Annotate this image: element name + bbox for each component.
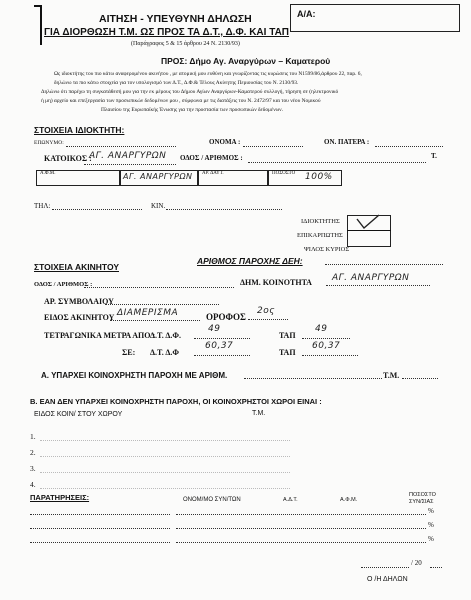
property-type-field	[110, 320, 200, 321]
co-owner-name-header: ΟΝΟΜ/ΜΟ ΣΥΝ/ΤΩΝ	[183, 497, 241, 503]
owner-type-label: ΙΔΙΟΚΤΗΤΗΣ	[301, 218, 340, 225]
shared-supply-field[interactable]	[244, 378, 382, 379]
community-field	[326, 285, 430, 286]
name-label: ΟΝΟΜΑ :	[209, 138, 241, 146]
community-value[interactable]: ΑΓ. ΑΝΑΡΓΥΡΩΝ	[332, 273, 410, 283]
phone-label: ΤΗΛ:	[34, 202, 51, 210]
mobile-label: ΚΙΝ.	[151, 202, 166, 210]
property-section-title: ΣΤΟΙΧΕΙΑ ΑΚΙΝΗΤΟΥ	[34, 262, 119, 272]
remarks-line-1[interactable]	[30, 514, 170, 515]
common-area-item-1: 1.	[30, 432, 36, 441]
to-tap-label: ΤΑΠ	[279, 348, 296, 357]
signer-label: Ο /Η ΔΗΛΩΝ	[367, 576, 408, 583]
floor-label: ΟΡΟΦΟΣ	[206, 312, 246, 322]
form-title: ΑΙΤΗΣΗ - ΥΠΕΥΘΥΝΗ ΔΗΛΩΣΗ	[99, 13, 252, 25]
intro-line-3: Δηλώνω ότι παρέχω τη συγκατάθεσή μου για την εκ μέρους του Δήμου Αγίων Αναργύρων-Καματερού συλλογή, τήρηση σε (ηλεκτρονικό	[41, 89, 339, 95]
percent-value: 100%	[305, 172, 333, 182]
co-owner-row-2-percent: %	[428, 521, 434, 529]
afm-label: Α.Φ.Μ.	[40, 171, 56, 176]
to-tap-value[interactable]: 60,37	[312, 341, 341, 351]
contract-field[interactable]	[105, 304, 219, 305]
remarks-line-2[interactable]	[30, 528, 170, 529]
floor-value[interactable]: 2ος	[257, 306, 276, 316]
bare-owner-label: ΨΙΛΟΣ ΚΥΡΙΟΣ	[304, 246, 350, 253]
property-street-field[interactable]	[84, 287, 234, 288]
supply-number-field[interactable]	[325, 264, 443, 265]
father-name-label: ΟΝ. ΠΑΤΕΡΑ :	[324, 138, 370, 146]
co-owner-row-3-percent: %	[428, 535, 434, 543]
intro-line-4: ή μη) αρχείο και επεξεργασία των προσωπικών δεδομένων μου , σύμφωνα με τις διατάξεις του Ν. 2472/97 και του νέου Νομικού	[41, 98, 321, 104]
from-dtdf-field	[194, 338, 250, 339]
owner-street-label: ΟΔΟΣ / ΑΡΙΘΜΟΣ :	[180, 154, 243, 162]
common-area-item-3: 3.	[30, 464, 36, 473]
intro-line-1: Ως ιδιοκτήτης του πιο κάτω αναφερομένου ακινήτου , με ατομική μου ευθύνη και γνωρίζοντας τις κυρώσεις του Ν1599/86,άρθρου 22, παρ. 6,	[54, 71, 362, 77]
co-owner-percent-header-1: ΠΟΣΟΣΤΟ	[409, 492, 436, 498]
idcard-label: ΑΡ. ΔΑΥΤ.	[202, 171, 224, 176]
common-area-item-2: 2.	[30, 448, 36, 457]
residence-value[interactable]: ΑΓ. ΑΝΑΡΓΥΡΩΝ	[89, 151, 167, 161]
paragraph-reference: (Παράγραφος 5 & 15 άρθρου 24 Ν. 2130/93)	[131, 41, 240, 47]
co-owner-adt-header: Α.Δ.Τ.	[283, 497, 298, 503]
contract-label: ΑΡ. ΣΥΜΒΟΛΑΙΟΥ	[44, 297, 114, 306]
date-field[interactable]	[361, 567, 409, 568]
form-subtitle: ΓΙΑ ΔΙΟΡΘΩΣΗ Τ.Μ. ΩΣ ΠΡΟΣ ΤΑ Δ.Τ., Δ.Φ. ΚΑΙ ΤΑΠ	[44, 27, 290, 38]
aa-label: Α/Α:	[297, 9, 316, 19]
surname-label: ΕΠΩΝΥΜΟ:	[34, 140, 64, 146]
surname-field[interactable]	[66, 146, 176, 147]
from-tap-label: ΤΑΠ	[279, 331, 296, 340]
shared-supply-tm-label: Τ.Μ.	[383, 371, 400, 380]
check-mark-icon	[355, 213, 381, 236]
co-owner-row-1[interactable]	[176, 514, 426, 515]
date-year-field[interactable]	[430, 567, 442, 568]
phone-field[interactable]	[52, 209, 142, 210]
community-label: ΔΗΜ. ΚΟΙΝΟΤΗΤΑ	[240, 278, 312, 287]
header-left-corner	[34, 5, 42, 7]
recipient: ΠΡΟΣ: Δήμο Αγ. Αναργύρων – Καματερού	[161, 56, 331, 66]
from-dtdf-label: Δ.Τ. Δ.Φ.	[150, 331, 181, 340]
from-tap-value[interactable]: 49	[315, 324, 328, 334]
name-field[interactable]	[243, 146, 303, 147]
from-dtdf-value[interactable]: 49	[208, 324, 221, 334]
father-name-field[interactable]	[375, 146, 443, 147]
supply-number-label: ΑΡΙΘΜΟΣ ΠΑΡΟΧΗΣ ΔΕΗ:	[197, 256, 303, 266]
property-type-label: ΕΙΔΟΣ ΑΚΙΝΗΤΟΥ	[44, 313, 115, 322]
shared-supply-tm-field[interactable]	[402, 378, 438, 379]
common-area-field-4[interactable]	[40, 488, 290, 489]
tk-label: Τ.	[431, 152, 437, 160]
to-tap-field	[302, 355, 358, 356]
sqm-to-label: ΣΕ:	[122, 348, 136, 357]
aa-box	[290, 4, 460, 32]
header-left-bar	[40, 5, 42, 45]
usufruct-label: ΕΠΙΚΑΡΠΩΤΗΣ	[297, 232, 343, 239]
common-area-item-4: 4.	[30, 480, 36, 489]
percent-label: ΠΟΣΟΣΤΟ	[272, 171, 296, 176]
shared-supply-text: Α. ΥΠΑΡΧΕΙ ΚΟΙΝΟΧΡΗΣΤΗ ΠΑΡΟΧΗ ΜΕ ΑΡΙΘΜ.	[41, 371, 228, 380]
owner-street-field[interactable]	[248, 162, 426, 163]
floor-field	[248, 319, 288, 320]
to-dtdf-field	[194, 355, 250, 356]
doy-value: ΑΓ. ΑΝΑΡΓΥΡΩΝ	[123, 172, 193, 181]
to-dtdf-value[interactable]: 60,37	[205, 341, 234, 351]
date-suffix: / 20	[411, 559, 422, 567]
co-owner-row-3[interactable]	[176, 542, 426, 543]
residence-label: ΚΑΤΟΙΚΟΣ :	[44, 154, 92, 163]
common-area-field-2[interactable]	[40, 456, 290, 457]
co-owner-row-1-percent: %	[428, 507, 434, 515]
co-owner-percent-header-2: ΣΥΝ/ΣΙΑΣ	[409, 499, 434, 505]
common-areas-text: Β. ΕΑΝ ΔΕΝ ΥΠΑΡΧΕΙ ΚΟΙΝΟΧΡΗΣΤΗ ΠΑΡΟΧΗ, ΟΙ ΚΟΙΝΟΧΡΗΣΤΟΙ ΧΩΡΟΙ ΕΙΝΑΙ :	[30, 397, 322, 406]
property-street-label: ΟΔΟΣ / ΑΡΙΘΜΟΣ :	[34, 281, 93, 288]
common-area-type-header: ΕΙΔΟΣ ΚΟΙΝ/ ΣΤΟΥ ΧΩΡΟΥ	[34, 411, 123, 418]
co-owner-row-2[interactable]	[176, 528, 426, 529]
common-area-tm-header: Τ.Μ.	[252, 410, 266, 417]
common-area-field-1[interactable]	[40, 440, 290, 441]
residence-field	[84, 164, 176, 165]
remarks-line-3[interactable]	[30, 542, 170, 543]
sqm-from-label: ΤΕΤΡΑΓΩΝΙΚΑ ΜΕΤΡΑ ΑΠΟ :	[44, 331, 156, 340]
intro-line-5: Πλαισίου της Ευρωπαϊκής Ένωσης για την προστασία των προσωπικών δεδομένων.	[101, 107, 283, 113]
owner-section-title: ΣΤΟΙΧΕΙΑ ΙΔΙΟΚΤΗΤΗ:	[34, 125, 125, 135]
mobile-field[interactable]	[166, 209, 282, 210]
property-type-value[interactable]: ΔΙΑΜΕΡΙΣΜΑ	[117, 308, 179, 318]
remarks-label: ΠΑΡΑΤΗΡΗΣΕΙΣ:	[30, 493, 90, 502]
intro-line-2: δηλώνω τα πιο κάτω στοιχεία για τον υπολογισμό των Δ.Τ., Δ.Φ.& Τέλους Ακίνητης Περιουσίας του Ν. 2130/93.	[54, 80, 299, 86]
co-owner-afm-header: Α.Φ.Μ.	[340, 497, 358, 503]
from-tap-field	[302, 338, 350, 339]
common-area-field-3[interactable]	[40, 472, 290, 473]
to-dtdf-label: Δ.Τ. Δ.Φ	[150, 348, 179, 357]
